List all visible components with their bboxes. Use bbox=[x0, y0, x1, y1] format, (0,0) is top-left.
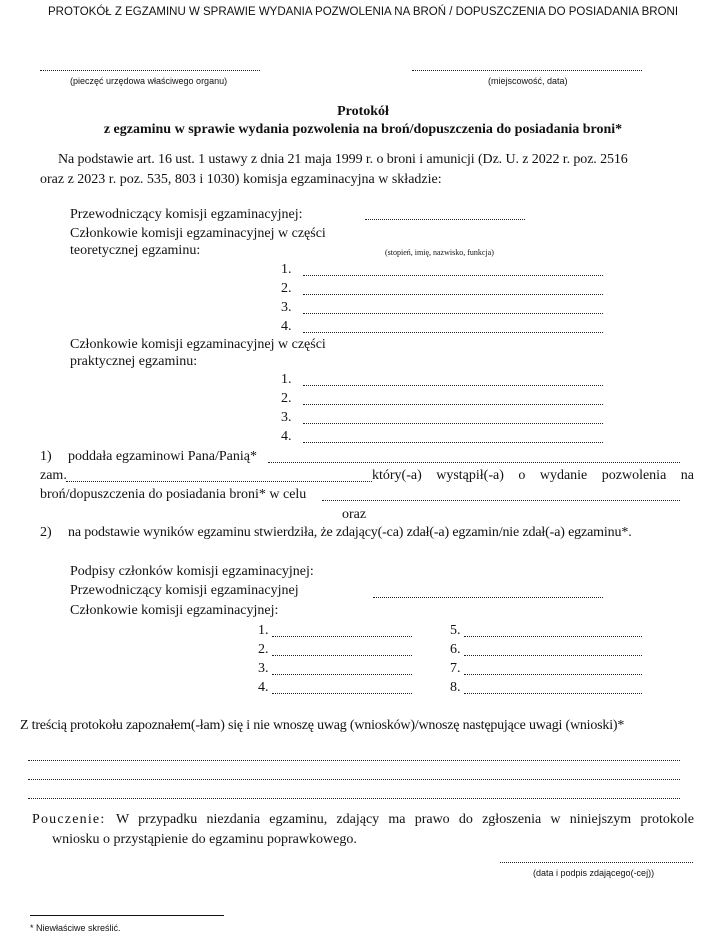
instruction-line-1: W przypadku niezdania egzaminu, zdający ma prawo do zgłoszenia w niniejszym protokole bbox=[116, 812, 694, 827]
signature-right-line[interactable] bbox=[464, 655, 642, 656]
signature-left-number: 3. bbox=[258, 661, 269, 676]
signature-right-number: 6. bbox=[450, 642, 461, 657]
point-1-number: 1) bbox=[40, 449, 52, 464]
applicant-text: który(-a) wystąpił(-a) o wydanie pozwolenia na bbox=[372, 468, 694, 483]
practice-member-number: 4. bbox=[281, 429, 292, 444]
instruction-label: Pouczenie: bbox=[32, 812, 106, 827]
stamp-caption: (pieczęć urzędowa właściwego organu) bbox=[70, 76, 228, 86]
practice-member-number: 3. bbox=[281, 410, 292, 425]
place-date-caption: (miejscowość, data) bbox=[488, 76, 568, 86]
signatures-chair-label: Przewodniczący komisji egzaminacyjnej bbox=[70, 583, 299, 598]
residence-line[interactable] bbox=[66, 481, 372, 482]
practice-member-number: 1. bbox=[281, 372, 292, 387]
theory-member-number: 2. bbox=[281, 281, 292, 296]
theory-member-number: 3. bbox=[281, 300, 292, 315]
remarks-line[interactable] bbox=[28, 779, 680, 780]
theory-member-number: 4. bbox=[281, 319, 292, 334]
signature-left-number: 1. bbox=[258, 623, 269, 638]
footnote: * Niewłaściwe skreślić. bbox=[30, 923, 121, 933]
practice-member-line[interactable] bbox=[303, 442, 603, 443]
document-header: PROTOKÓŁ Z EGZAMINU W SPRAWIE WYDANIA POZWOLENIA NA BROŃ / DOPUSZCZENIA DO POSIADANIA BRONI bbox=[47, 6, 679, 18]
protocol-subtitle: z egzaminu w sprawie wydania pozwolenia na broń/dopuszczenia do posiadania broni* bbox=[103, 122, 623, 137]
theory-member-line[interactable] bbox=[303, 294, 603, 295]
practice-member-line[interactable] bbox=[303, 423, 603, 424]
oraz-text: oraz bbox=[342, 507, 367, 522]
signature-right-line[interactable] bbox=[464, 636, 642, 637]
intro-line-1: Na podstawie art. 16 ust. 1 ustawy z dnia 21 maja 1999 r. o broni i amunicji (Dz. U. z 2022 r. poz. 2516 bbox=[58, 152, 628, 167]
signature-right-line[interactable] bbox=[464, 693, 642, 694]
theory-member-line[interactable] bbox=[303, 332, 603, 333]
theory-members-label-2: teoretycznej egzaminu: bbox=[70, 243, 201, 258]
stamp-line[interactable] bbox=[40, 70, 260, 71]
signature-right-line[interactable] bbox=[464, 674, 642, 675]
place-date-line[interactable] bbox=[412, 70, 642, 71]
practice-members-label-2: praktycznej egzaminu: bbox=[70, 354, 198, 369]
practice-member-line[interactable] bbox=[303, 404, 603, 405]
signature-right-number: 5. bbox=[450, 623, 461, 638]
purpose-line[interactable] bbox=[322, 500, 680, 501]
signature-left-line[interactable] bbox=[272, 636, 412, 637]
practice-member-number: 2. bbox=[281, 391, 292, 406]
signatures-members-label: Członkowie komisji egzaminacyjnej: bbox=[70, 603, 279, 618]
commission-caption: (stopień, imię, nazwisko, funkcja) bbox=[385, 248, 494, 257]
examinee-signature-caption: (data i podpis zdającego(-cej)) bbox=[533, 868, 655, 878]
examinee-signature-line[interactable] bbox=[500, 862, 693, 863]
theory-members-label-1: Członkowie komisji egzaminacyjnej w części bbox=[70, 226, 326, 241]
signature-left-line[interactable] bbox=[272, 674, 412, 675]
practice-members-label-1: Członkowie komisji egzaminacyjnej w części bbox=[70, 337, 326, 352]
signature-right-number: 7. bbox=[450, 661, 461, 676]
signatures-chair-line[interactable] bbox=[373, 597, 603, 598]
signature-left-line[interactable] bbox=[272, 693, 412, 694]
signature-left-line[interactable] bbox=[272, 655, 412, 656]
point-2-number: 2) bbox=[40, 525, 52, 540]
residence-label: zam. bbox=[40, 468, 67, 483]
practice-member-line[interactable] bbox=[303, 385, 603, 386]
theory-member-line[interactable] bbox=[303, 275, 603, 276]
signature-right-number: 8. bbox=[450, 680, 461, 695]
remarks-line[interactable] bbox=[28, 798, 680, 799]
chair-label: Przewodniczący komisji egzaminacyjnej: bbox=[70, 207, 303, 222]
intro-line-2: oraz z 2023 r. poz. 535, 803 i 1030) komisja egzaminacyjna w składzie: bbox=[40, 172, 442, 187]
point-1-text: poddała egzaminowi Pana/Panią* bbox=[68, 449, 257, 464]
footnote-divider bbox=[30, 915, 224, 916]
remarks-text: Z treścią protokołu zapoznałem(-łam) się i nie wnoszę uwag (wniosków)/wnoszę następujące uwagi (wnioski)* bbox=[20, 718, 625, 733]
signature-left-number: 4. bbox=[258, 680, 269, 695]
signatures-heading: Podpisy członków komisji egzaminacyjnej: bbox=[70, 564, 314, 579]
examinee-name-line[interactable] bbox=[268, 462, 680, 463]
protocol-title: Protokół bbox=[337, 104, 389, 119]
chair-line[interactable] bbox=[365, 219, 525, 220]
purpose-label: broń/dopuszczenia do posiadania broni* w celu bbox=[40, 487, 307, 502]
signature-left-number: 2. bbox=[258, 642, 269, 657]
theory-member-line[interactable] bbox=[303, 313, 603, 314]
remarks-line[interactable] bbox=[28, 760, 680, 761]
theory-member-number: 1. bbox=[281, 262, 292, 277]
point-2-text: na podstawie wyników egzaminu stwierdziła, że zdający(-ca) zdał(-a) egzamin/nie zdał(-a) egzaminu*. bbox=[68, 525, 632, 540]
instruction-line-2: wniosku o przystąpienie do egzaminu poprawkowego. bbox=[52, 832, 357, 847]
